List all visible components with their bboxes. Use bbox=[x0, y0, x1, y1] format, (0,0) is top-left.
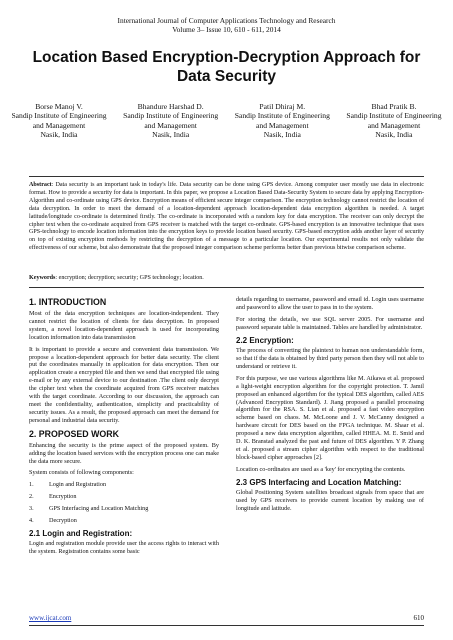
list-label: Login and Registration bbox=[49, 481, 107, 489]
list-label: Decryption bbox=[49, 517, 77, 525]
paragraph: It is important to provide a secure and convenient data transmission. We propose a location-dependent approach for better data security. The client put the coordinates manually in application for data encryption. Then our application create a encrypted file and then we send that encrypted file using e-mail or by any external device to our destination .The client only decrypt the cipher text when the coordinate acquired from GPS receiver matches with the target coordinate. According to our discussion, the approach can meet the confidentiality, authentication, simplicity and practicability of security issues. As a result, the proposed approach can meet the demand for personal and industrial data security. bbox=[29, 345, 219, 424]
list-number: 4. bbox=[29, 517, 34, 525]
right-column bbox=[236, 296, 424, 517]
author-location: Nasik, India bbox=[152, 130, 190, 140]
abstract-bottom-rule bbox=[29, 287, 424, 288]
list-item bbox=[29, 517, 219, 525]
author-block bbox=[343, 102, 445, 140]
paper-title: Location Based Encryption-Decryption Approach for Data Security bbox=[32, 49, 421, 85]
list-number: 2. bbox=[29, 493, 34, 501]
author-institution: Sandip Institute of Engineering and Management bbox=[123, 111, 219, 130]
author-location: Nasik, India bbox=[40, 130, 78, 140]
author-name: Bhandure Harshad D. bbox=[137, 102, 204, 111]
section-heading-introduction: 1. INTRODUCTION bbox=[29, 297, 107, 307]
paragraph: Global Positioning System satellites broadcast signals from space that are used by GPS receivers to provide current location by making use of longitude and latitude. bbox=[236, 489, 424, 513]
author-block bbox=[8, 102, 110, 140]
abstract-top-rule bbox=[29, 176, 424, 177]
paragraph: Location co-ordinates are used as a 'key' for encrypting the contents. bbox=[236, 465, 406, 473]
journal-name: International Journal of Computer Applications Technology and Research bbox=[117, 16, 336, 25]
subsection-heading-gps: 2.3 GPS Interfacing and Location Matching: bbox=[236, 477, 402, 487]
footer-rule bbox=[29, 625, 424, 626]
list-item bbox=[29, 493, 219, 501]
author-name: Patil Dhiraj M. bbox=[259, 102, 306, 111]
author-block bbox=[231, 102, 333, 140]
paragraph: Enhancing the security is the prime aspect of the proposed system. By adding the location based services with the encryption process one can make the data more secure. bbox=[29, 441, 219, 465]
section-heading-proposed-work: 2. PROPOSED WORK bbox=[29, 428, 119, 439]
list-label: GPS Interfacing and Location Matching bbox=[49, 505, 149, 513]
keywords-label: Keywords bbox=[29, 275, 56, 281]
author-block bbox=[120, 102, 222, 140]
paragraph: Most of the data encryption techniques are location-independent. They cannot restrict the location of clients for data decryption. In proposed system, a novel location-dependent approach is used for incorporating location information into data transmission bbox=[29, 310, 219, 341]
journal-volume: Volume 3– Issue 10, 610 - 611, 2014 bbox=[172, 25, 281, 34]
paragraph: details regarding to username, password and email id. Login uses username and password to allow the user to pass in to the system. bbox=[236, 296, 424, 311]
list-item bbox=[29, 505, 219, 513]
abstract-text: : Data security is an important task in today's life. Data security can be done using GPS device. Among computer user mostly use data in electronic format. How to provide a security for data is important. In this paper, we propose a Location Based Data-Security System to secure data by applying Encryption-Algorithm and co-ordinate using GPS device. Encryption means of efficient secure integer comparison. The encryption technology cannot restrict the location of data decryption. In order to meet the demand of a location-dependent approach location-dependent data encryption algorithm is needed. A target latitude/longitude co-ordinate is determined firstly. The co-ordinate is incorporated with a random key for data encryption. The receiver can only decrypt the cipher text when the co-ordinate acquired from GPS receiver is matched with the target co-ordinate. GPS-based encryption is an innovative technique that uses GPS-technology to encode location information into the encryption keys to provide location based security. GPS-based encryption adds another layer of security on top of existing encryption methods by restricting the decryption of a message to a particular location. Our experimental results not only validate the effectiveness of our scheme, but also demonstrate that the proposed integer comparison scheme performs better than previous bitwise comparison scheme. bbox=[29, 182, 424, 252]
list-item bbox=[29, 481, 219, 489]
author-name: Bhad Pratik B. bbox=[371, 102, 417, 111]
paragraph: For this purpose, we use various algorithms like M. Aikawa et al. proposed a light-weight encryption algorithm for the copyright protection. T. Jamil proposed an enhanced algorithm for the typical DES algorithm, called AES (Advanced Encryption Standard). J. Jiang proposed a parallel processing algorithm for the RSA. S. Lian et al. proposed a fast video encryption scheme based on chaos. M. McLoone and J. V. McCanny designed a hardware circuit for DES based on the FPGA technique. M. Shaar et al. proposed a new data encryption algorithm, called HHEA. M. E. Smid and D. K. Branstad analyzed the past and future of DES algorithm. Y P. Zhang et al. proposed a stream cipher algorithm with respect to the traditional block-based cipher approaches [2]. bbox=[236, 374, 424, 461]
author-name: Borse Manoj V. bbox=[35, 102, 83, 111]
subsection-heading-login: 2.1 Login and Registration: bbox=[29, 528, 133, 538]
paragraph: Login and registration module provide user the access rights to interact with the system. Registration contains some basic bbox=[29, 540, 219, 556]
journal-website-link[interactable]: www.ijcat.com bbox=[29, 614, 72, 622]
author-institution: Sandip Institute of Engineering and Management bbox=[346, 111, 442, 130]
list-number: 3. bbox=[29, 505, 34, 513]
left-column bbox=[29, 293, 219, 560]
author-institution: Sandip Institute of Engineering and Management bbox=[11, 111, 107, 130]
journal-header bbox=[0, 16, 453, 34]
keywords-text: : encryption; decryption; security; GPS technology; location. bbox=[55, 275, 204, 281]
abstract-label: Abstract bbox=[29, 182, 52, 188]
list-number: 1. bbox=[29, 481, 34, 489]
keywords bbox=[29, 274, 424, 282]
author-location: Nasik, India bbox=[263, 130, 301, 140]
author-list bbox=[8, 102, 445, 140]
paragraph: System consists of following components: bbox=[29, 469, 134, 477]
list-label: Encryption bbox=[49, 493, 77, 501]
subsection-heading-encryption: 2.2 Encryption: bbox=[236, 335, 294, 345]
abstract bbox=[29, 182, 424, 253]
paragraph: The process of converting the plaintext to human non understandable form, so that if the data is obtained by third party person then they will not able to understand or retrieve it. bbox=[236, 347, 424, 370]
author-institution: Sandip Institute of Engineering and Management bbox=[234, 111, 330, 130]
paragraph: For storing the details, we use SQL server 2005. For username and password separate table is maintained. Tables are handled by administrator. bbox=[236, 315, 424, 331]
components-list bbox=[29, 481, 219, 525]
page-number: 610 bbox=[413, 614, 424, 622]
author-location: Nasik, India bbox=[375, 130, 413, 140]
